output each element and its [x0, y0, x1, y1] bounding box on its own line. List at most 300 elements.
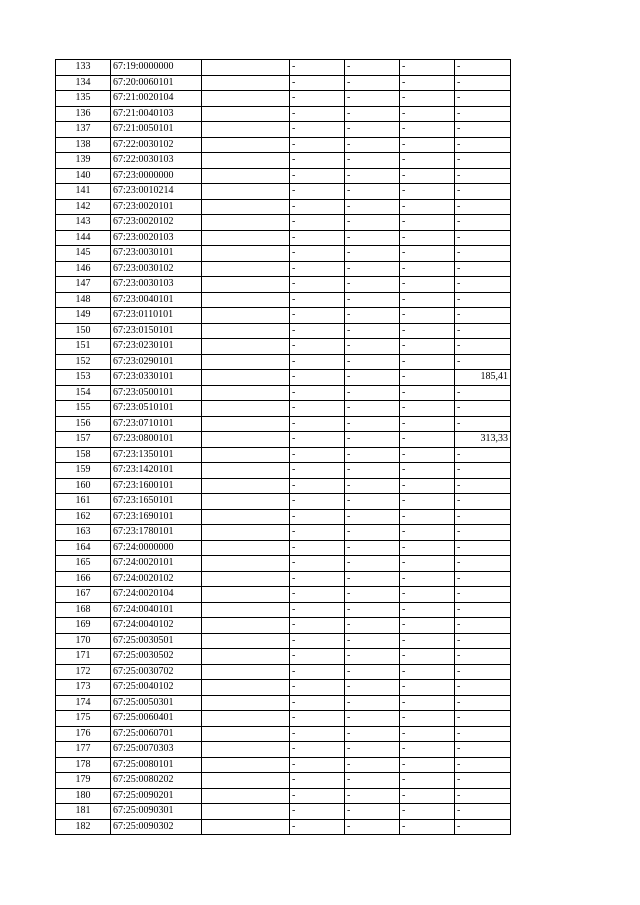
value-cell-b: - — [345, 742, 400, 758]
cadastral-code-cell: 67:22:0030103 — [111, 153, 202, 169]
value-cell-c: - — [400, 168, 455, 184]
cadastral-code-cell: 67:25:0080101 — [111, 757, 202, 773]
value-cell-d: - — [455, 602, 511, 618]
empty-cell — [202, 137, 290, 153]
value-cell-d: - — [455, 153, 511, 169]
value-cell-c: - — [400, 726, 455, 742]
table-row — [56, 540, 511, 556]
value-cell-a: - — [290, 137, 345, 153]
value-cell-c: - — [400, 354, 455, 370]
cadastral-code-cell: 67:25:0070303 — [111, 742, 202, 758]
row-number-cell: 181 — [56, 804, 111, 820]
value-cell-a: - — [290, 463, 345, 479]
cadastral-code-cell: 67:23:0030101 — [111, 246, 202, 262]
value-cell-a: - — [290, 168, 345, 184]
cadastral-code-cell: 67:23:1350101 — [111, 447, 202, 463]
value-cell-c: - — [400, 711, 455, 727]
empty-cell — [202, 742, 290, 758]
empty-cell — [202, 726, 290, 742]
value-cell-d: 313,33 — [455, 432, 511, 448]
table-row — [56, 215, 511, 231]
value-cell-b: - — [345, 354, 400, 370]
value-cell-a: - — [290, 339, 345, 355]
row-number-cell: 135 — [56, 91, 111, 107]
value-cell-d: - — [455, 680, 511, 696]
value-cell-d: - — [455, 633, 511, 649]
value-cell-a: - — [290, 556, 345, 572]
table-row — [56, 432, 511, 448]
value-cell-d: - — [455, 664, 511, 680]
value-cell-b: - — [345, 385, 400, 401]
value-cell-b: - — [345, 773, 400, 789]
empty-cell — [202, 122, 290, 138]
value-cell-c: - — [400, 540, 455, 556]
value-cell-b: - — [345, 680, 400, 696]
empty-cell — [202, 416, 290, 432]
value-cell-c: - — [400, 60, 455, 76]
value-cell-b: - — [345, 106, 400, 122]
table-row — [56, 277, 511, 293]
value-cell-b: - — [345, 308, 400, 324]
table-row — [56, 354, 511, 370]
value-cell-d: - — [455, 137, 511, 153]
value-cell-b: - — [345, 339, 400, 355]
empty-cell — [202, 540, 290, 556]
value-cell-d: - — [455, 804, 511, 820]
value-cell-b: - — [345, 261, 400, 277]
empty-cell — [202, 370, 290, 386]
table-row — [56, 447, 511, 463]
row-number-cell: 155 — [56, 401, 111, 417]
table-row — [56, 106, 511, 122]
value-cell-a: - — [290, 494, 345, 510]
row-number-cell: 158 — [56, 447, 111, 463]
row-number-cell: 178 — [56, 757, 111, 773]
value-cell-a: - — [290, 633, 345, 649]
table-row — [56, 571, 511, 587]
empty-cell — [202, 633, 290, 649]
empty-cell — [202, 60, 290, 76]
value-cell-c: - — [400, 261, 455, 277]
value-cell-b: - — [345, 246, 400, 262]
value-cell-b: - — [345, 509, 400, 525]
value-cell-a: - — [290, 571, 345, 587]
value-cell-d: - — [455, 323, 511, 339]
value-cell-d: - — [455, 354, 511, 370]
value-cell-d: - — [455, 75, 511, 91]
row-number-cell: 174 — [56, 695, 111, 711]
row-number-cell: 149 — [56, 308, 111, 324]
value-cell-b: - — [345, 91, 400, 107]
table-row — [56, 463, 511, 479]
empty-cell — [202, 788, 290, 804]
value-cell-d: - — [455, 540, 511, 556]
value-cell-d: - — [455, 401, 511, 417]
cadastral-code-cell: 67:21:0040103 — [111, 106, 202, 122]
value-cell-d: - — [455, 773, 511, 789]
cadastral-code-cell: 67:25:0090302 — [111, 819, 202, 835]
value-cell-c: - — [400, 757, 455, 773]
row-number-cell: 137 — [56, 122, 111, 138]
value-cell-c: - — [400, 742, 455, 758]
empty-cell — [202, 246, 290, 262]
value-cell-b: - — [345, 137, 400, 153]
value-cell-d: - — [455, 91, 511, 107]
value-cell-c: - — [400, 773, 455, 789]
value-cell-d: - — [455, 106, 511, 122]
cadastral-code-cell: 67:23:1690101 — [111, 509, 202, 525]
table-row — [56, 385, 511, 401]
value-cell-c: - — [400, 680, 455, 696]
empty-cell — [202, 401, 290, 417]
table-row — [56, 292, 511, 308]
value-cell-c: - — [400, 478, 455, 494]
empty-cell — [202, 602, 290, 618]
table-row — [56, 153, 511, 169]
value-cell-c: - — [400, 91, 455, 107]
value-cell-d: - — [455, 695, 511, 711]
value-cell-c: - — [400, 618, 455, 634]
table-row — [56, 618, 511, 634]
table-row — [56, 757, 511, 773]
cadastral-code-cell: 67:21:0020104 — [111, 91, 202, 107]
value-cell-a: - — [290, 618, 345, 634]
row-number-cell: 154 — [56, 385, 111, 401]
value-cell-a: - — [290, 525, 345, 541]
table-row — [56, 556, 511, 572]
empty-cell — [202, 75, 290, 91]
value-cell-c: - — [400, 525, 455, 541]
cadastral-code-cell: 67:23:1780101 — [111, 525, 202, 541]
value-cell-d: - — [455, 618, 511, 634]
value-cell-c: - — [400, 339, 455, 355]
value-cell-c: - — [400, 153, 455, 169]
table-row — [56, 742, 511, 758]
value-cell-a: - — [290, 261, 345, 277]
empty-cell — [202, 106, 290, 122]
row-number-cell: 153 — [56, 370, 111, 386]
row-number-cell: 168 — [56, 602, 111, 618]
value-cell-d: - — [455, 230, 511, 246]
value-cell-d: - — [455, 788, 511, 804]
cadastral-code-cell: 67:25:0090201 — [111, 788, 202, 804]
empty-cell — [202, 339, 290, 355]
value-cell-a: - — [290, 478, 345, 494]
row-number-cell: 156 — [56, 416, 111, 432]
cadastral-code-cell: 67:23:0290101 — [111, 354, 202, 370]
value-cell-c: - — [400, 323, 455, 339]
empty-cell — [202, 199, 290, 215]
value-cell-a: - — [290, 184, 345, 200]
value-cell-c: - — [400, 463, 455, 479]
value-cell-b: - — [345, 649, 400, 665]
empty-cell — [202, 804, 290, 820]
value-cell-b: - — [345, 447, 400, 463]
value-cell-b: - — [345, 525, 400, 541]
value-cell-b: - — [345, 199, 400, 215]
value-cell-a: - — [290, 509, 345, 525]
row-number-cell: 179 — [56, 773, 111, 789]
empty-cell — [202, 664, 290, 680]
cadastral-code-cell: 67:24:0020101 — [111, 556, 202, 572]
empty-cell — [202, 184, 290, 200]
cadastral-code-cell: 67:23:0020102 — [111, 215, 202, 231]
row-number-cell: 142 — [56, 199, 111, 215]
table-row — [56, 339, 511, 355]
value-cell-d: - — [455, 215, 511, 231]
value-cell-d: - — [455, 649, 511, 665]
value-cell-a: - — [290, 649, 345, 665]
cadastral-code-cell: 67:25:0050301 — [111, 695, 202, 711]
value-cell-a: - — [290, 354, 345, 370]
value-cell-c: - — [400, 587, 455, 603]
empty-cell — [202, 757, 290, 773]
row-number-cell: 145 — [56, 246, 111, 262]
table-row — [56, 773, 511, 789]
table-row — [56, 680, 511, 696]
value-cell-c: - — [400, 556, 455, 572]
value-cell-d: - — [455, 184, 511, 200]
row-number-cell: 163 — [56, 525, 111, 541]
row-number-cell: 147 — [56, 277, 111, 293]
value-cell-c: - — [400, 308, 455, 324]
table-body — [56, 60, 511, 835]
value-cell-d: - — [455, 463, 511, 479]
row-number-cell: 157 — [56, 432, 111, 448]
value-cell-d: - — [455, 168, 511, 184]
table-row — [56, 587, 511, 603]
cadastral-code-cell: 67:23:0030103 — [111, 277, 202, 293]
value-cell-a: - — [290, 60, 345, 76]
cadastral-code-cell: 67:23:0230101 — [111, 339, 202, 355]
empty-cell — [202, 323, 290, 339]
row-number-cell: 162 — [56, 509, 111, 525]
cadastral-code-cell: 67:25:0030502 — [111, 649, 202, 665]
value-cell-b: - — [345, 602, 400, 618]
value-cell-b: - — [345, 478, 400, 494]
value-cell-b: - — [345, 122, 400, 138]
value-cell-d: - — [455, 292, 511, 308]
value-cell-a: - — [290, 199, 345, 215]
cadastral-code-cell: 67:19:0000000 — [111, 60, 202, 76]
table-row — [56, 711, 511, 727]
row-number-cell: 141 — [56, 184, 111, 200]
cadastral-code-cell: 67:23:0330101 — [111, 370, 202, 386]
cadastral-code-cell: 67:23:1650101 — [111, 494, 202, 510]
cadastral-code-cell: 67:25:0040102 — [111, 680, 202, 696]
value-cell-a: - — [290, 587, 345, 603]
cadastral-code-cell: 67:24:0020104 — [111, 587, 202, 603]
cadastral-table — [55, 59, 511, 835]
row-number-cell: 160 — [56, 478, 111, 494]
table-row — [56, 478, 511, 494]
value-cell-c: - — [400, 804, 455, 820]
value-cell-a: - — [290, 230, 345, 246]
value-cell-d: - — [455, 478, 511, 494]
value-cell-a: - — [290, 277, 345, 293]
value-cell-c: - — [400, 106, 455, 122]
value-cell-c: - — [400, 370, 455, 386]
value-cell-a: - — [290, 695, 345, 711]
empty-cell — [202, 277, 290, 293]
value-cell-c: - — [400, 401, 455, 417]
value-cell-b: - — [345, 153, 400, 169]
value-cell-d: - — [455, 416, 511, 432]
value-cell-d: - — [455, 571, 511, 587]
value-cell-a: - — [290, 602, 345, 618]
value-cell-a: - — [290, 292, 345, 308]
table-row — [56, 308, 511, 324]
empty-cell — [202, 463, 290, 479]
empty-cell — [202, 773, 290, 789]
row-number-cell: 167 — [56, 587, 111, 603]
empty-cell — [202, 494, 290, 510]
row-number-cell: 176 — [56, 726, 111, 742]
value-cell-b: - — [345, 401, 400, 417]
value-cell-c: - — [400, 292, 455, 308]
value-cell-c: - — [400, 602, 455, 618]
value-cell-d: - — [455, 726, 511, 742]
table-row — [56, 91, 511, 107]
cadastral-code-cell: 67:25:0060701 — [111, 726, 202, 742]
empty-cell — [202, 587, 290, 603]
empty-cell — [202, 168, 290, 184]
row-number-cell: 161 — [56, 494, 111, 510]
value-cell-b: - — [345, 556, 400, 572]
table-row — [56, 323, 511, 339]
table-row — [56, 75, 511, 91]
row-number-cell: 152 — [56, 354, 111, 370]
value-cell-b: - — [345, 75, 400, 91]
empty-cell — [202, 819, 290, 835]
value-cell-b: - — [345, 695, 400, 711]
table-row — [56, 370, 511, 386]
empty-cell — [202, 556, 290, 572]
empty-cell — [202, 354, 290, 370]
table-row — [56, 199, 511, 215]
value-cell-b: - — [345, 540, 400, 556]
table-row — [56, 60, 511, 76]
cadastral-code-cell: 67:23:0000000 — [111, 168, 202, 184]
row-number-cell: 171 — [56, 649, 111, 665]
value-cell-b: - — [345, 757, 400, 773]
value-cell-a: - — [290, 664, 345, 680]
value-cell-c: - — [400, 819, 455, 835]
row-number-cell: 182 — [56, 819, 111, 835]
value-cell-b: - — [345, 60, 400, 76]
value-cell-a: - — [290, 401, 345, 417]
value-cell-d: - — [455, 339, 511, 355]
cadastral-code-cell: 67:25:0030702 — [111, 664, 202, 680]
table-row — [56, 246, 511, 262]
row-number-cell: 144 — [56, 230, 111, 246]
value-cell-c: - — [400, 432, 455, 448]
empty-cell — [202, 695, 290, 711]
value-cell-c: - — [400, 385, 455, 401]
value-cell-a: - — [290, 323, 345, 339]
value-cell-d: - — [455, 819, 511, 835]
table-row — [56, 261, 511, 277]
value-cell-a: - — [290, 447, 345, 463]
table-row — [56, 819, 511, 835]
value-cell-c: - — [400, 184, 455, 200]
value-cell-a: - — [290, 246, 345, 262]
value-cell-c: - — [400, 246, 455, 262]
value-cell-c: - — [400, 633, 455, 649]
cadastral-code-cell: 67:23:1420101 — [111, 463, 202, 479]
row-number-cell: 175 — [56, 711, 111, 727]
cadastral-code-cell: 67:23:0040101 — [111, 292, 202, 308]
value-cell-b: - — [345, 711, 400, 727]
value-cell-d: - — [455, 199, 511, 215]
value-cell-c: - — [400, 447, 455, 463]
empty-cell — [202, 91, 290, 107]
cadastral-code-cell: 67:25:0080202 — [111, 773, 202, 789]
value-cell-a: - — [290, 540, 345, 556]
table-row — [56, 726, 511, 742]
table-row — [56, 122, 511, 138]
table-row — [56, 664, 511, 680]
value-cell-b: - — [345, 370, 400, 386]
value-cell-d: - — [455, 246, 511, 262]
value-cell-d: - — [455, 308, 511, 324]
table-row — [56, 494, 511, 510]
row-number-cell: 133 — [56, 60, 111, 76]
value-cell-c: - — [400, 571, 455, 587]
table-row — [56, 649, 511, 665]
row-number-cell: 136 — [56, 106, 111, 122]
cadastral-code-cell: 67:20:0060101 — [111, 75, 202, 91]
value-cell-b: - — [345, 571, 400, 587]
row-number-cell: 159 — [56, 463, 111, 479]
value-cell-c: - — [400, 75, 455, 91]
value-cell-b: - — [345, 230, 400, 246]
cadastral-code-cell: 67:23:0010214 — [111, 184, 202, 200]
empty-cell — [202, 509, 290, 525]
value-cell-b: - — [345, 168, 400, 184]
value-cell-a: - — [290, 742, 345, 758]
value-cell-c: - — [400, 137, 455, 153]
cadastral-code-cell: 67:23:0800101 — [111, 432, 202, 448]
value-cell-a: - — [290, 804, 345, 820]
value-cell-d: - — [455, 494, 511, 510]
value-cell-d: - — [455, 525, 511, 541]
row-number-cell: 146 — [56, 261, 111, 277]
empty-cell — [202, 215, 290, 231]
cadastral-code-cell: 67:23:0020101 — [111, 199, 202, 215]
value-cell-d: - — [455, 60, 511, 76]
empty-cell — [202, 525, 290, 541]
value-cell-c: - — [400, 788, 455, 804]
value-cell-c: - — [400, 494, 455, 510]
row-number-cell: 134 — [56, 75, 111, 91]
value-cell-a: - — [290, 432, 345, 448]
empty-cell — [202, 432, 290, 448]
value-cell-b: - — [345, 277, 400, 293]
value-cell-d: 185,41 — [455, 370, 511, 386]
value-cell-b: - — [345, 323, 400, 339]
value-cell-a: - — [290, 788, 345, 804]
row-number-cell: 165 — [56, 556, 111, 572]
value-cell-b: - — [345, 788, 400, 804]
value-cell-a: - — [290, 122, 345, 138]
cadastral-code-cell: 67:22:0030102 — [111, 137, 202, 153]
empty-cell — [202, 680, 290, 696]
value-cell-b: - — [345, 587, 400, 603]
value-cell-d: - — [455, 447, 511, 463]
empty-cell — [202, 711, 290, 727]
table-row — [56, 168, 511, 184]
